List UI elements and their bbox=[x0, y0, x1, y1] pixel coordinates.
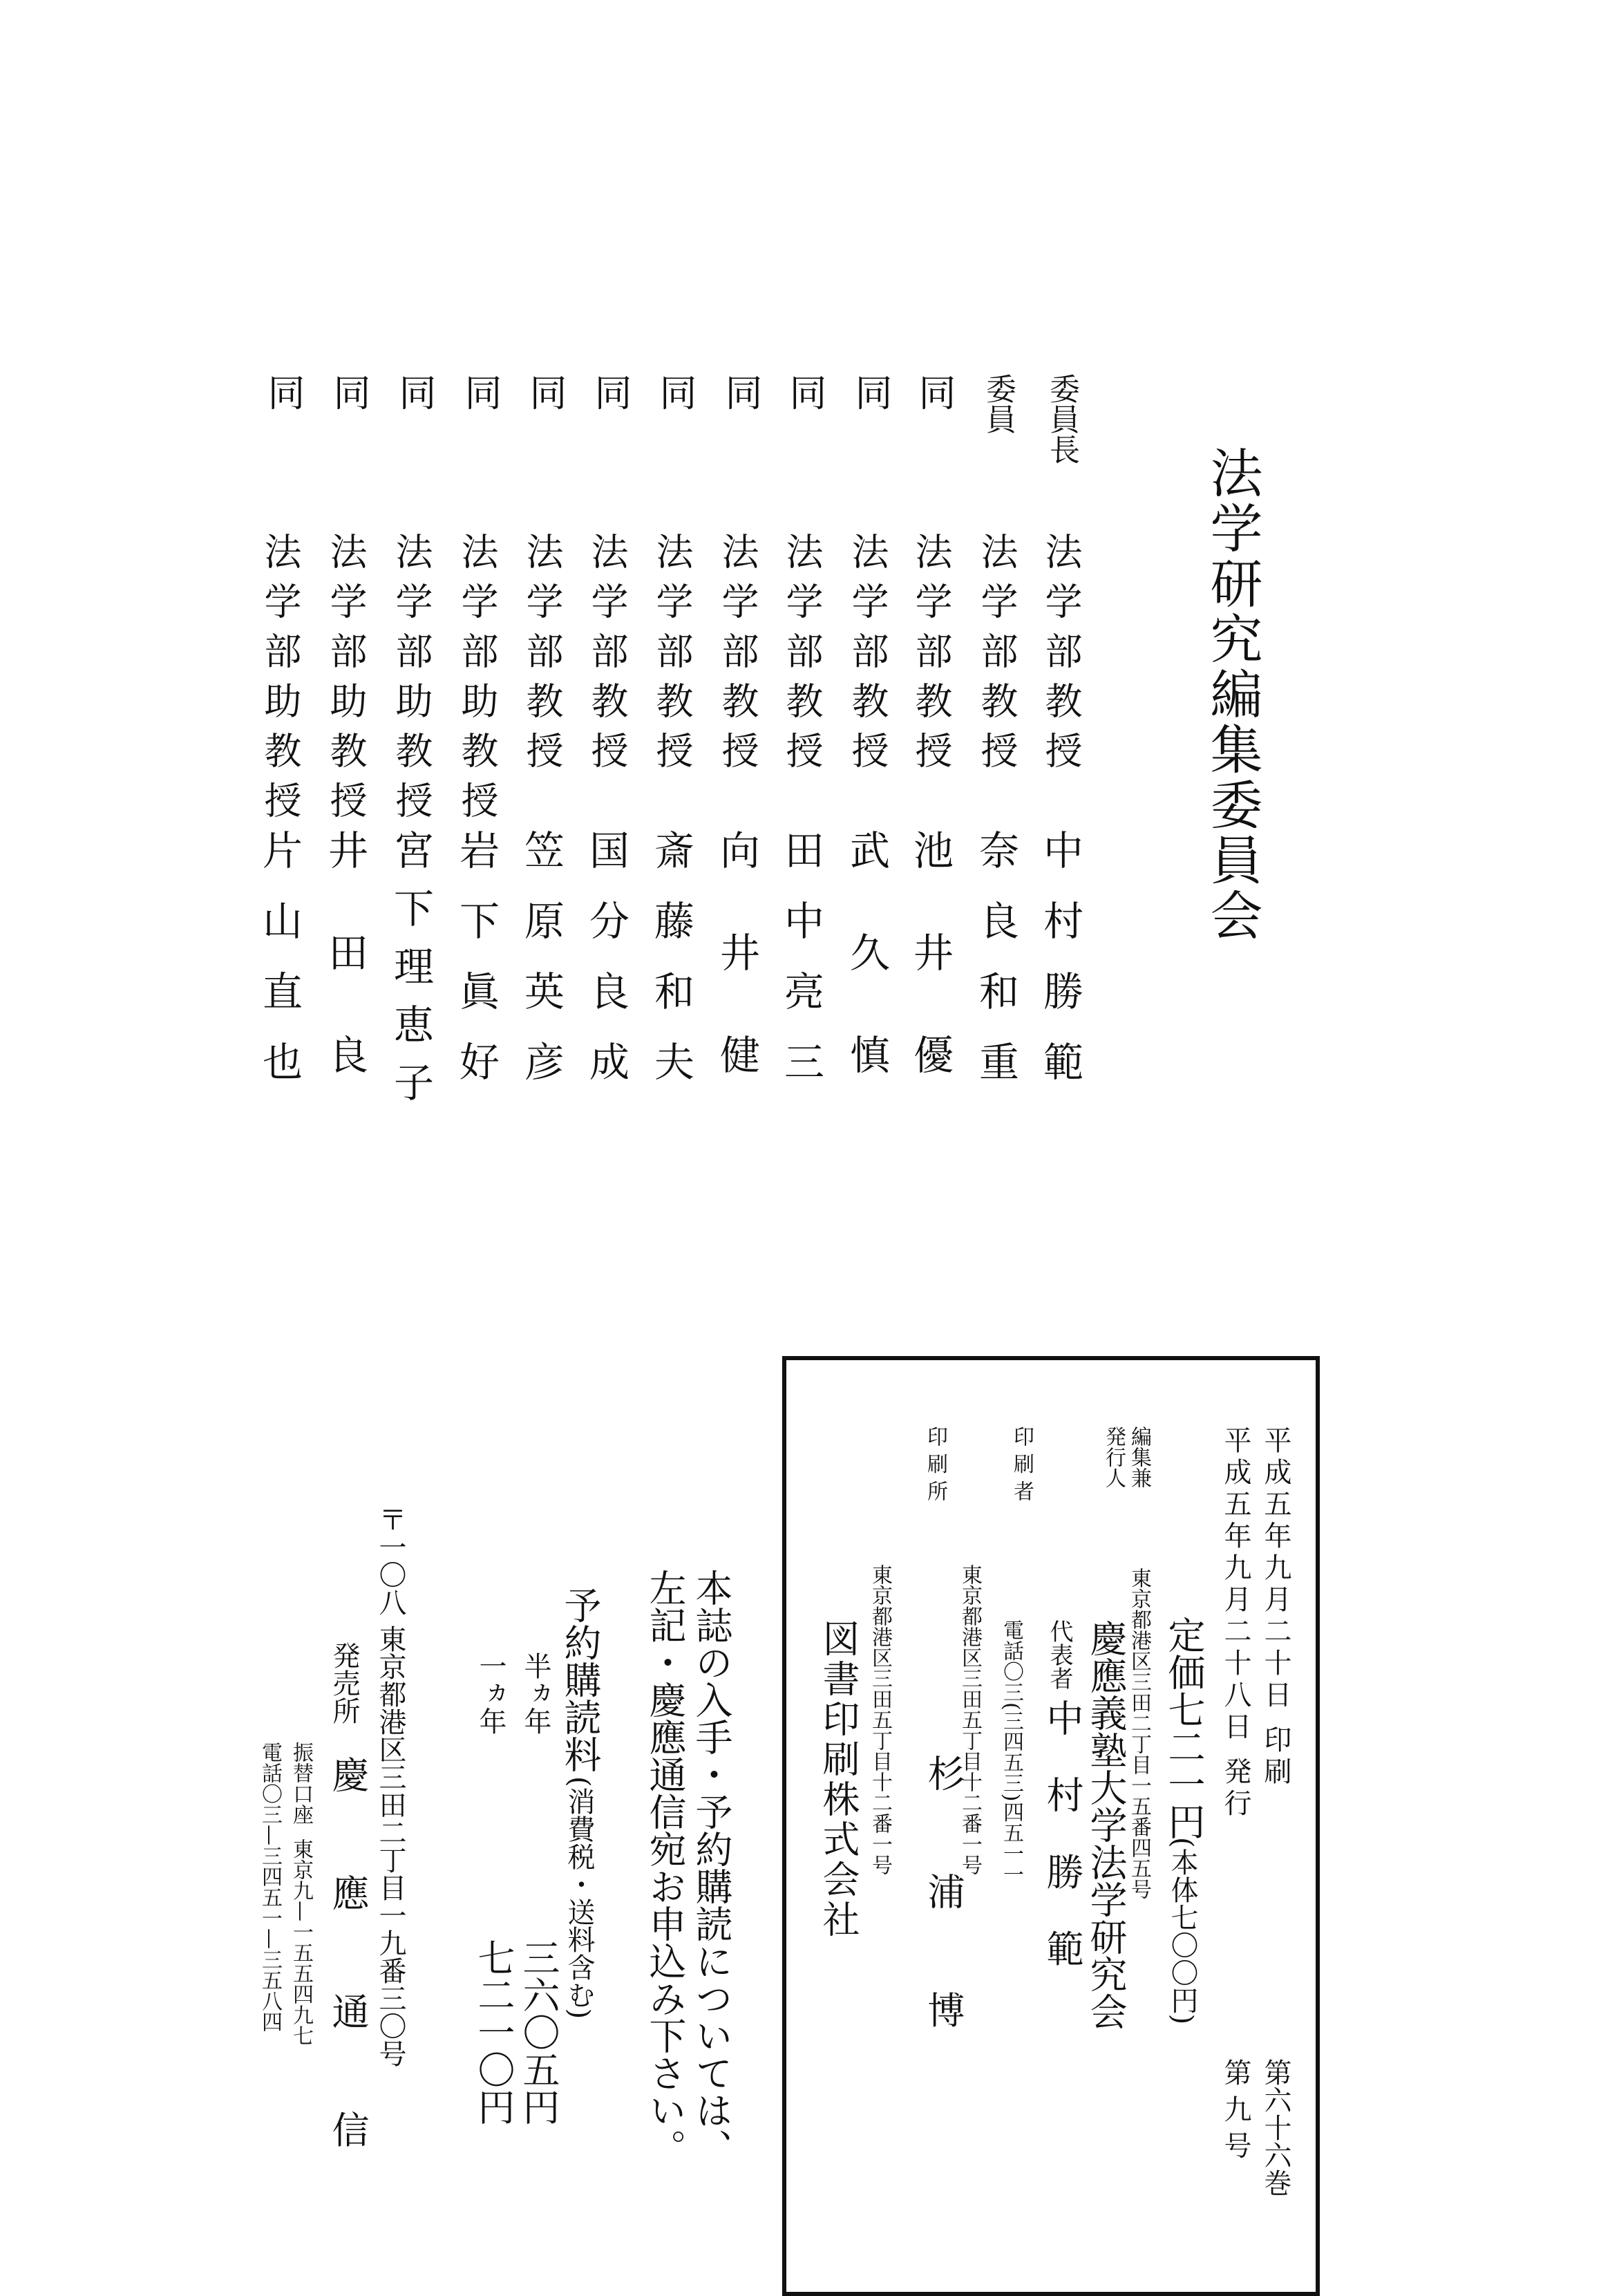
account-label: 振替口座 bbox=[289, 1742, 313, 1825]
issue-date: 平成五年九月二十八日 発行 bbox=[1220, 1426, 1251, 1820]
member-position: 法学部教授 bbox=[846, 532, 889, 781]
subscription-notice: 本誌の入手・予約購読については、 bbox=[690, 1569, 733, 2166]
publisher-name: 慶應義塾大学法学研究会 bbox=[1084, 1619, 1128, 2030]
editor-label-2: 発行人 bbox=[1101, 1426, 1126, 1488]
member-name: 岩下眞好 bbox=[453, 829, 500, 1111]
member-name: 宮下理恵子 bbox=[387, 829, 434, 1120]
member-name: 笠原英彦 bbox=[518, 829, 565, 1111]
printing-office-label: 印 刷 所 bbox=[923, 1426, 947, 1502]
half-year-label: 半ヵ年 bbox=[520, 1652, 551, 1735]
one-year-label: 一ヵ年 bbox=[475, 1652, 506, 1735]
role-same: 同 bbox=[654, 373, 697, 411]
printing-office-name: 図書印刷株式会社 bbox=[817, 1619, 860, 1940]
printer-label: 印 刷 者 bbox=[1010, 1426, 1034, 1502]
member-name: 井田良 bbox=[321, 829, 368, 1136]
role-same: 同 bbox=[262, 373, 305, 411]
printing-office-address: 東京都港区三田五丁目十二番一号 bbox=[868, 1564, 892, 1875]
member-name: 中村勝範 bbox=[1036, 829, 1083, 1111]
representative-label: 代表者 bbox=[1045, 1619, 1073, 1690]
subscription-heading: 予約購読料 bbox=[558, 1586, 602, 1773]
subscription-heading-note: (消費税・送料含む) bbox=[563, 1776, 595, 2020]
role-same: 同 bbox=[719, 373, 763, 411]
member-position: 法学部教授 bbox=[585, 532, 629, 781]
role-same: 同 bbox=[524, 373, 567, 411]
half-year-price: 三六〇五円 bbox=[517, 1939, 560, 2125]
representative-name: 中 村 勝 範 bbox=[1041, 1699, 1084, 1981]
role-same: 同 bbox=[459, 373, 502, 411]
role-same: 同 bbox=[849, 373, 893, 411]
role-same: 同 bbox=[393, 373, 437, 411]
volume: 第六十六巻 bbox=[1260, 2058, 1291, 2196]
member-position: 法学部教授 bbox=[780, 532, 824, 781]
member-name: 国分良成 bbox=[583, 829, 629, 1111]
member-position: 法学部助教授 bbox=[455, 532, 499, 831]
distributor-name: 慶 應 通 信 bbox=[326, 1756, 370, 2183]
member-position: 法学部教授 bbox=[1039, 532, 1083, 781]
publisher-address: 東京都港区三田二丁目一五番四五号 bbox=[1127, 1568, 1151, 1899]
role-same: 同 bbox=[784, 373, 827, 411]
member-name: 斎藤和夫 bbox=[647, 829, 694, 1111]
role-same: 同 bbox=[328, 373, 371, 411]
member-name: 池井優 bbox=[907, 829, 954, 1136]
printer-address: 東京都港区三田五丁目十二番一号 bbox=[958, 1564, 982, 1875]
role-same: 同 bbox=[913, 373, 956, 411]
role-member: 委員 bbox=[981, 373, 1016, 434]
member-position: 法学部助教授 bbox=[390, 532, 433, 831]
member-position: 法学部教授 bbox=[909, 532, 953, 781]
publisher-phone: 電話〇三(三四五三)四五一一 bbox=[999, 1619, 1023, 1885]
print-date: 平成五年九月二十日 印刷 bbox=[1260, 1426, 1291, 1789]
member-position: 法学部教授 bbox=[716, 532, 759, 781]
committee-title: 法学研究編集委員会 bbox=[1202, 446, 1263, 943]
member-name: 田中亮三 bbox=[777, 829, 824, 1111]
editor-label-1: 編集兼 bbox=[1127, 1426, 1151, 1488]
price: 定価七二一円 bbox=[1162, 1616, 1206, 1840]
account-number: 東京九—一五五四九七 bbox=[289, 1838, 313, 2046]
member-name: 武久慎 bbox=[843, 829, 890, 1136]
distributor-postal-address: 〒一〇八 東京都港区三田二丁目一九番三〇号 bbox=[375, 1505, 406, 2067]
printer-name: 杉 浦 博 bbox=[922, 1754, 965, 2063]
issue-number: 第 九 号 bbox=[1220, 2058, 1251, 2159]
member-name: 片山直也 bbox=[256, 829, 303, 1111]
member-position: 法学部教授 bbox=[650, 532, 694, 781]
member-name: 奈良和重 bbox=[972, 829, 1019, 1111]
member-position: 法学部助教授 bbox=[258, 532, 302, 831]
member-name: 向井健 bbox=[713, 829, 760, 1136]
colophon-box bbox=[782, 1356, 1320, 2296]
role-same: 同 bbox=[589, 373, 632, 411]
distributor-phone: 電話〇三—三四五一—三五八四 bbox=[258, 1742, 282, 2032]
role-chair: 委員長 bbox=[1044, 373, 1079, 464]
member-position: 法学部助教授 bbox=[324, 532, 368, 831]
subscription-notice-2: 左記・慶應通信宛お申込み下さい。 bbox=[643, 1569, 687, 2166]
distributor-label: 発売所 bbox=[328, 1641, 360, 1724]
one-year-price: 七二一〇円 bbox=[472, 1939, 515, 2125]
member-position: 法学部教授 bbox=[975, 532, 1019, 781]
member-position: 法学部教授 bbox=[520, 532, 564, 781]
price-note: (本体七〇〇円) bbox=[1166, 1837, 1198, 2025]
